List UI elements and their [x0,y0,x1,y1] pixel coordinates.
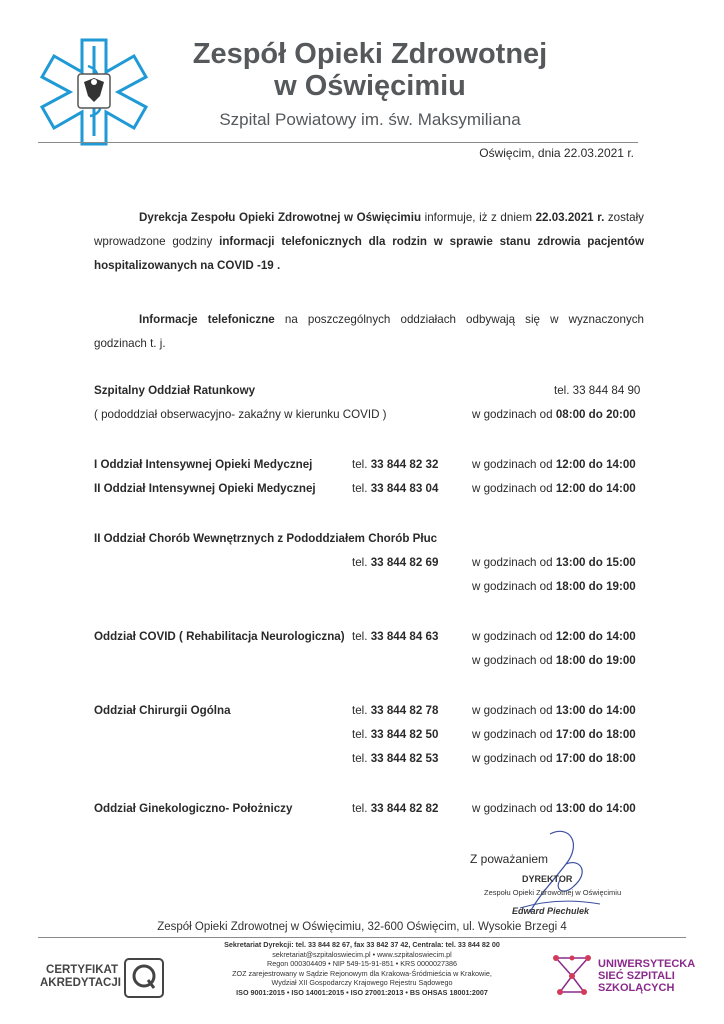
hours-prefix: w godzinach od [472,556,553,569]
tel-prefix: tel. [352,630,368,643]
hours-prefix: w godzinach od [472,580,553,593]
intro-text-informs: informuje, iż z dniem [424,211,533,224]
tel-prefix: tel. [352,556,368,569]
hospital-star-of-life-logo-icon [38,36,150,148]
hospital-subtitle: Szpital Powiatowy im. św. Maksymiliana [219,110,521,129]
tel-prefix: tel. [352,482,368,495]
univ-line3: SZKOLĄCYCH [598,982,675,994]
hours-value: 13:00 do 14:00 [555,802,636,815]
document-date: Oświęcim, dnia 22.03.2021 r. [479,146,634,160]
hours-value: 13:00 do 14:00 [555,704,636,717]
intro-bold-info: informacji telefonicznych dla rodzin w sprawie stanu zdrowia pacjentów hospitalizowanych na COVID -19 . [94,235,644,272]
hours-prefix: w godzinach od [472,458,553,471]
dept-name-oiom1: I Oddział Intensywnej Opieki Medycznej [94,458,313,471]
dept-hours-surgery-1 [472,704,636,717]
tel-prefix: tel. [352,752,368,765]
intro-bold-date: 22.03.2021 r. [535,211,605,224]
dept-hours-surgery-2 [472,728,636,741]
hours-value: 12:00 do 14:00 [555,458,636,471]
dept-tel-surgery-1 [352,704,438,717]
dept-row-internal-1 [94,556,649,574]
footer-divider [38,937,686,938]
director-org: Zespołu Opieki Zdrowotnej w Oświęcimiu [484,888,622,897]
tel-prefix: tel. [352,728,368,741]
schedule-paragraph [94,308,644,356]
dept-row-internal-2 [94,580,649,598]
footer-iso: ISO 9001:2015 • ISO 14001:2015 • ISO 27001:2013 • BS OHSAS 18001:2007 [236,987,488,997]
univ-line1: UNIWERSYTECKA [598,958,696,970]
tel-value: 33 844 82 82 [370,802,439,815]
university-network-label [598,958,695,994]
dept-row-oiom2 [94,482,649,500]
accreditation-line1: CERTYFIKAT [46,964,118,976]
schedule-bold: Informacje telefoniczne [139,313,275,326]
tel-value: 33 844 82 50 [370,728,439,741]
dept-row-sor-sub [94,408,649,426]
dept-name-surgery: Oddział Chirurgii Ogólna [94,704,231,717]
dept-name-covid: Oddział COVID ( Rehabilitacja Neurologiczna) [94,630,345,643]
dept-row-covid-2 [94,654,649,672]
closing-text: Z poważaniem [470,852,549,866]
dept-hours-covid-1 [472,630,636,643]
hours-value: 17:00 do 18:00 [555,752,636,765]
hours-prefix: w godzinach od [472,752,553,765]
tel-value: 33 844 84 63 [370,630,439,643]
hours-value: 08:00 do 20:00 [555,408,636,421]
intro-bold-directorate: Dyrekcja Zespołu Opieki Zdrowotnej w Oświęcimiu [139,211,422,224]
dept-hours-sor [472,408,636,421]
hours-value: 12:00 do 14:00 [555,482,636,495]
footer-web: sekretariat@szpitaloswiecim.pl • www.szpitaloswiecim.pl [272,949,452,959]
hours-prefix: w godzinach od [472,654,553,667]
dept-hours-internal-1 [472,556,636,569]
dept-name-oiom2: II Oddział Intensywnej Opieki Medycznej [94,482,316,495]
tel-value: 33 844 82 53 [370,752,439,765]
dept-tel-surgery-2 [352,728,438,741]
director-name: Edward Piechulek [512,906,590,916]
dept-row-covid [94,630,649,648]
footer-secretariat: Sekretariat Dyrekcji: tel. 33 844 82 67, fax 33 842 37 42, Centrala: tel. 33 844 82 00 [224,940,500,949]
schedule-text: na poszczególnych oddziałach odbywają się w wyznaczonych godzinach t. j. [94,313,644,350]
intro-paragraph [94,206,644,278]
univ-line2: SIEĆ SZPITALI [598,970,675,982]
dept-tel-internal [352,556,438,569]
dept-tel-covid [352,630,438,643]
dept-tel-gynecology [352,802,438,815]
tel-value: 33 844 82 78 [370,704,439,717]
dept-hours-oiom2 [472,482,636,495]
tel-value: 33 844 82 32 [370,458,439,471]
dept-row-internal [94,532,649,550]
hospital-name-line2: w Oświęcimiu [274,70,466,102]
tel-value: 33 844 83 04 [370,482,439,495]
hours-value: 12:00 do 14:00 [555,630,636,643]
footer-contact-block [180,940,544,998]
hours-prefix: w godzinach od [472,802,553,815]
hours-prefix: w godzinach od [472,630,553,643]
hours-prefix: w godzinach od [472,482,553,495]
dept-row-sor [94,384,649,402]
dept-row-gynecology [94,802,649,820]
dept-row-surgery-2 [94,728,649,746]
hours-prefix: w godzinach od [472,408,553,421]
university-network-logo-icon [550,952,594,998]
hours-value: 18:00 do 19:00 [555,580,636,593]
director-title: DYREKTOR [522,874,573,884]
dept-row-surgery [94,704,649,722]
dept-name-sor: Szpitalny Oddział Ratunkowy [94,384,256,397]
dept-tel-sor: tel. 33 844 84 90 [554,384,641,397]
dept-name-internal: II Oddział Chorób Wewnętrznych z Pododdziałem Chorób Płuc [94,532,438,545]
accreditation-label [40,964,121,990]
hospital-name [160,38,580,102]
dept-row-oiom1 [94,458,649,476]
hours-value: 13:00 do 15:00 [555,556,636,569]
footer-registry: Regon 000304409 • NIP 549-15-91-851 • KRS 0000027386 [267,959,457,969]
hospital-name-line1: Zespół Opieki Zdrowotnej [192,38,548,70]
accreditation-line2: AKREDYTACJI [40,977,121,989]
footer-address: Zespół Opieki Zdrowotnej w Oświęcimiu, 32-600 Oświęcim, ul. Wysokie Brzegi 4 [157,921,567,933]
hours-value: 17:00 do 18:00 [555,728,636,741]
dept-hours-surgery-3 [472,752,636,765]
dept-tel-oiom1 [352,458,438,471]
tel-prefix: tel. [352,802,368,815]
tel-prefix: tel. [352,458,368,471]
accreditation-seal-icon [124,958,164,998]
tel-value: 33 844 82 69 [370,556,439,569]
header-divider [38,142,638,143]
footer-court-2: Wydział XII Gospodarczy Krajowego Rejestru Sądowego [271,978,453,988]
dept-sub-sor: ( pododdział obserwacyjno- zakaźny w kierunku COVID ) [94,408,387,421]
footer-court: ZOZ zarejestrowany w Sądzie Rejonowym dla Krakowa-Śródmieścia w Krakowie, [232,968,492,978]
dept-row-surgery-3 [94,752,649,770]
intro-text-introduced: zostały wprowadzone godziny [94,211,644,248]
dept-hours-covid-2 [472,654,636,667]
hours-prefix: w godzinach od [472,704,553,717]
tel-prefix: tel. [352,704,368,717]
dept-hours-gynecology [472,802,636,815]
dept-hours-internal-2 [472,580,636,593]
hours-prefix: w godzinach od [472,728,553,741]
hours-value: 18:00 do 19:00 [555,654,636,667]
dept-tel-oiom2 [352,482,438,495]
dept-hours-oiom1 [472,458,636,471]
dept-name-gynecology: Oddział Ginekologiczno- Położniczy [94,802,293,815]
dept-tel-surgery-3 [352,752,438,765]
